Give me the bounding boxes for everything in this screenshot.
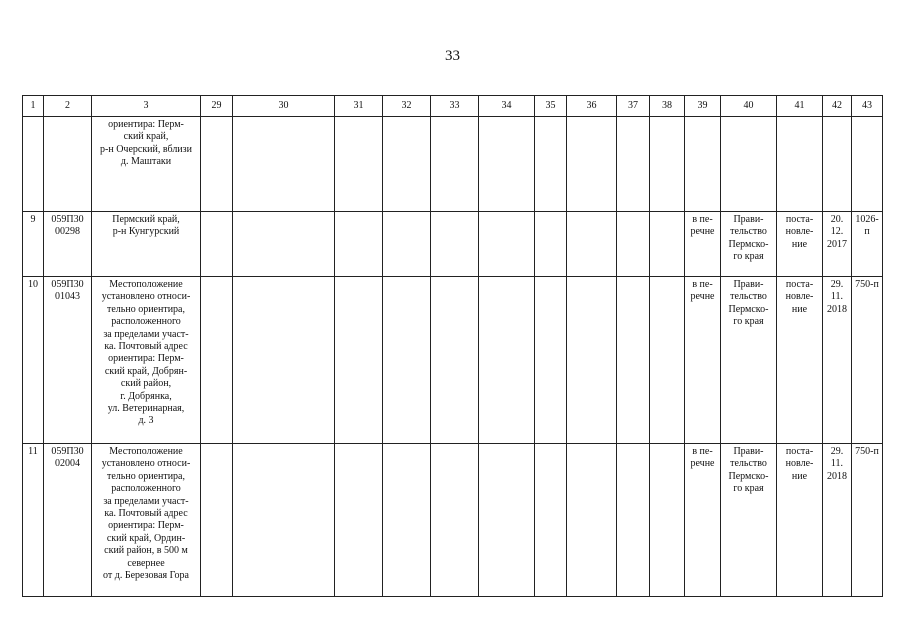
document-type-cell: поста- новле- ние [777,212,823,277]
table-row [23,277,883,444]
table-row [23,117,883,212]
status-cell [685,117,721,212]
row-number: 10 [23,277,44,444]
column-header: 33 [431,96,479,117]
column-header: 42 [823,96,852,117]
column-header: 35 [535,96,567,117]
column-header: 3 [92,96,201,117]
document-number-cell: 1026-п [852,212,883,277]
row-number: 11 [23,444,44,597]
document-type-cell: поста- новле- ние [777,277,823,444]
column-header: 37 [617,96,650,117]
date-cell: 29. 11. 2018 [823,444,852,597]
status-cell: в пе- речне [685,277,721,444]
authority-cell: Прави- тельство Пермско- го края [721,212,777,277]
table-row [23,444,883,597]
document-number-cell: 750-п [852,444,883,597]
table-row [23,212,883,277]
date-cell: 29. 11. 2018 [823,277,852,444]
authority-cell: Прави- тельство Пермско- го края [721,277,777,444]
page-number: 33 [445,48,460,64]
column-header: 39 [685,96,721,117]
column-header: 1 [23,96,44,117]
column-header: 31 [335,96,383,117]
row-number [23,117,44,212]
location-description: Местоположение установлено относи- тельно ориентира, расположенного за пределами участ- ка. Почтовый адрес ориентира: Перм- ский край, Ордин- ский район, в 500 м севернее от д. Березовая Гора [92,444,201,597]
header-row [23,96,883,117]
cadastral-code: 059П30 01043 [44,277,92,444]
column-header: 2 [44,96,92,117]
authority-cell [721,117,777,212]
column-header: 34 [479,96,535,117]
document-type-cell [777,117,823,212]
cadastral-code: 059П30 02004 [44,444,92,597]
document-number-cell [852,117,883,212]
location-description: Пермский край, р-н Кунгурский [92,212,201,277]
location-description: Местоположение установлено относи- тельно ориентира, расположенного за пределами участ- ка. Почтовый адрес ориентира: Перм- ский край, Добрян- ский район, г. Добрянка, ул. Ветеринарная, д. 3 [92,277,201,444]
cadastral-code [44,117,92,212]
document-type-cell: поста- новле- ние [777,444,823,597]
column-header: 43 [852,96,883,117]
location-description: ориентира: Перм- ский край, р-н Очерский, вблизи д. Маштаки [92,117,201,212]
registry-table [22,95,883,597]
column-header: 30 [233,96,335,117]
column-header: 29 [201,96,233,117]
status-cell: в пе- речне [685,212,721,277]
column-header: 32 [383,96,431,117]
date-cell [823,117,852,212]
row-number: 9 [23,212,44,277]
status-cell: в пе- речне [685,444,721,597]
column-header: 40 [721,96,777,117]
column-header: 36 [567,96,617,117]
document-number-cell: 750-п [852,277,883,444]
column-header: 41 [777,96,823,117]
date-cell: 20. 12. 2017 [823,212,852,277]
cadastral-code: 059П30 00298 [44,212,92,277]
column-header: 38 [650,96,685,117]
authority-cell: Прави- тельство Пермско- го края [721,444,777,597]
